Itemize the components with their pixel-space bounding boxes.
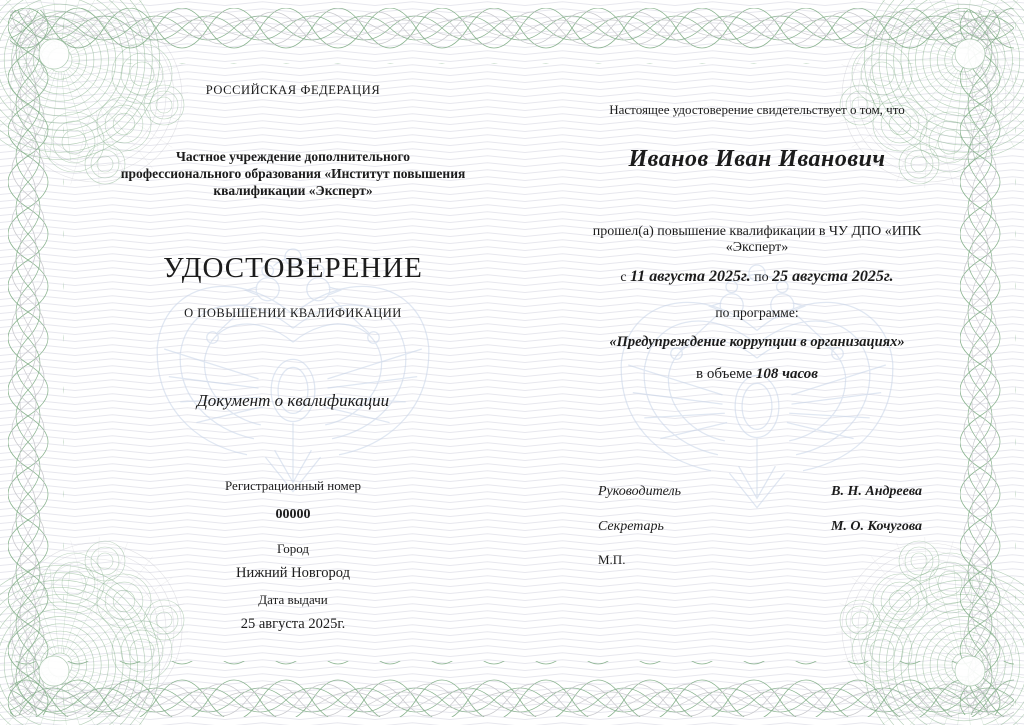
stamp-label-text: М.П. [598,552,626,567]
institution-line-3: квалификации «Эксперт» [213,183,373,198]
reg-number-label: Регистрационный номер [225,478,361,493]
right-page-column [586,0,928,725]
period-end-date: 25 августа 2025г. [772,268,894,285]
training-period [586,268,928,286]
signature-title: Руководитель [598,484,682,499]
completion-line-2: «Эксперт» [725,240,789,255]
period-connector: по [754,270,769,285]
period-prefix: с [620,270,627,285]
certificate-title: УДОСТОВЕРЕНИЕ [163,252,423,284]
institution-line-1: Частное учреждение дополнительного [175,149,411,164]
completion-text [586,224,928,256]
program-label: по программе: [715,305,799,320]
program-name: «Предупреждение коррупции в организациях» [609,334,905,350]
statement-text: Настоящее удостоверение свидетельствует о том, что [609,102,905,117]
completion-line-1: прошел(а) повышение квалификации в ЧУ ДПО «ИПК [592,224,922,239]
certificate-subtitle: О ПОВЫШЕНИИ КВАЛИФИКАЦИИ [184,306,402,320]
country-label: РОССИЙСКАЯ ФЕДЕРАЦИЯ [205,83,381,97]
signature-row-secretary [598,519,922,535]
stamp-label [598,552,922,568]
left-page-column [108,0,478,725]
issue-date-value: 25 августа 2025г. [240,616,346,632]
institution-line-2: профессионального образования «Институт повышения [120,166,466,181]
city-value: Нижний Новгород [235,565,351,581]
signature-name: М. О. Кочугова [830,519,922,534]
signature-name: В. Н. Андреева [831,484,922,499]
issue-date-label: Дата выдачи [258,592,328,607]
city-label: Город [276,541,310,556]
volume-hours: 108 часов [755,366,818,382]
volume-text [586,366,928,383]
document-type: Документ о квалификации [196,391,390,410]
period-start-date: 11 августа 2025г. [630,268,751,285]
signature-row-director [598,484,922,500]
signature-title: Секретарь [598,519,664,534]
volume-prefix: в объеме [695,366,753,382]
reg-number-value: 00000 [275,507,311,522]
holder-name: Иванов Иван Иванович [628,146,886,172]
institution-name [108,148,478,199]
